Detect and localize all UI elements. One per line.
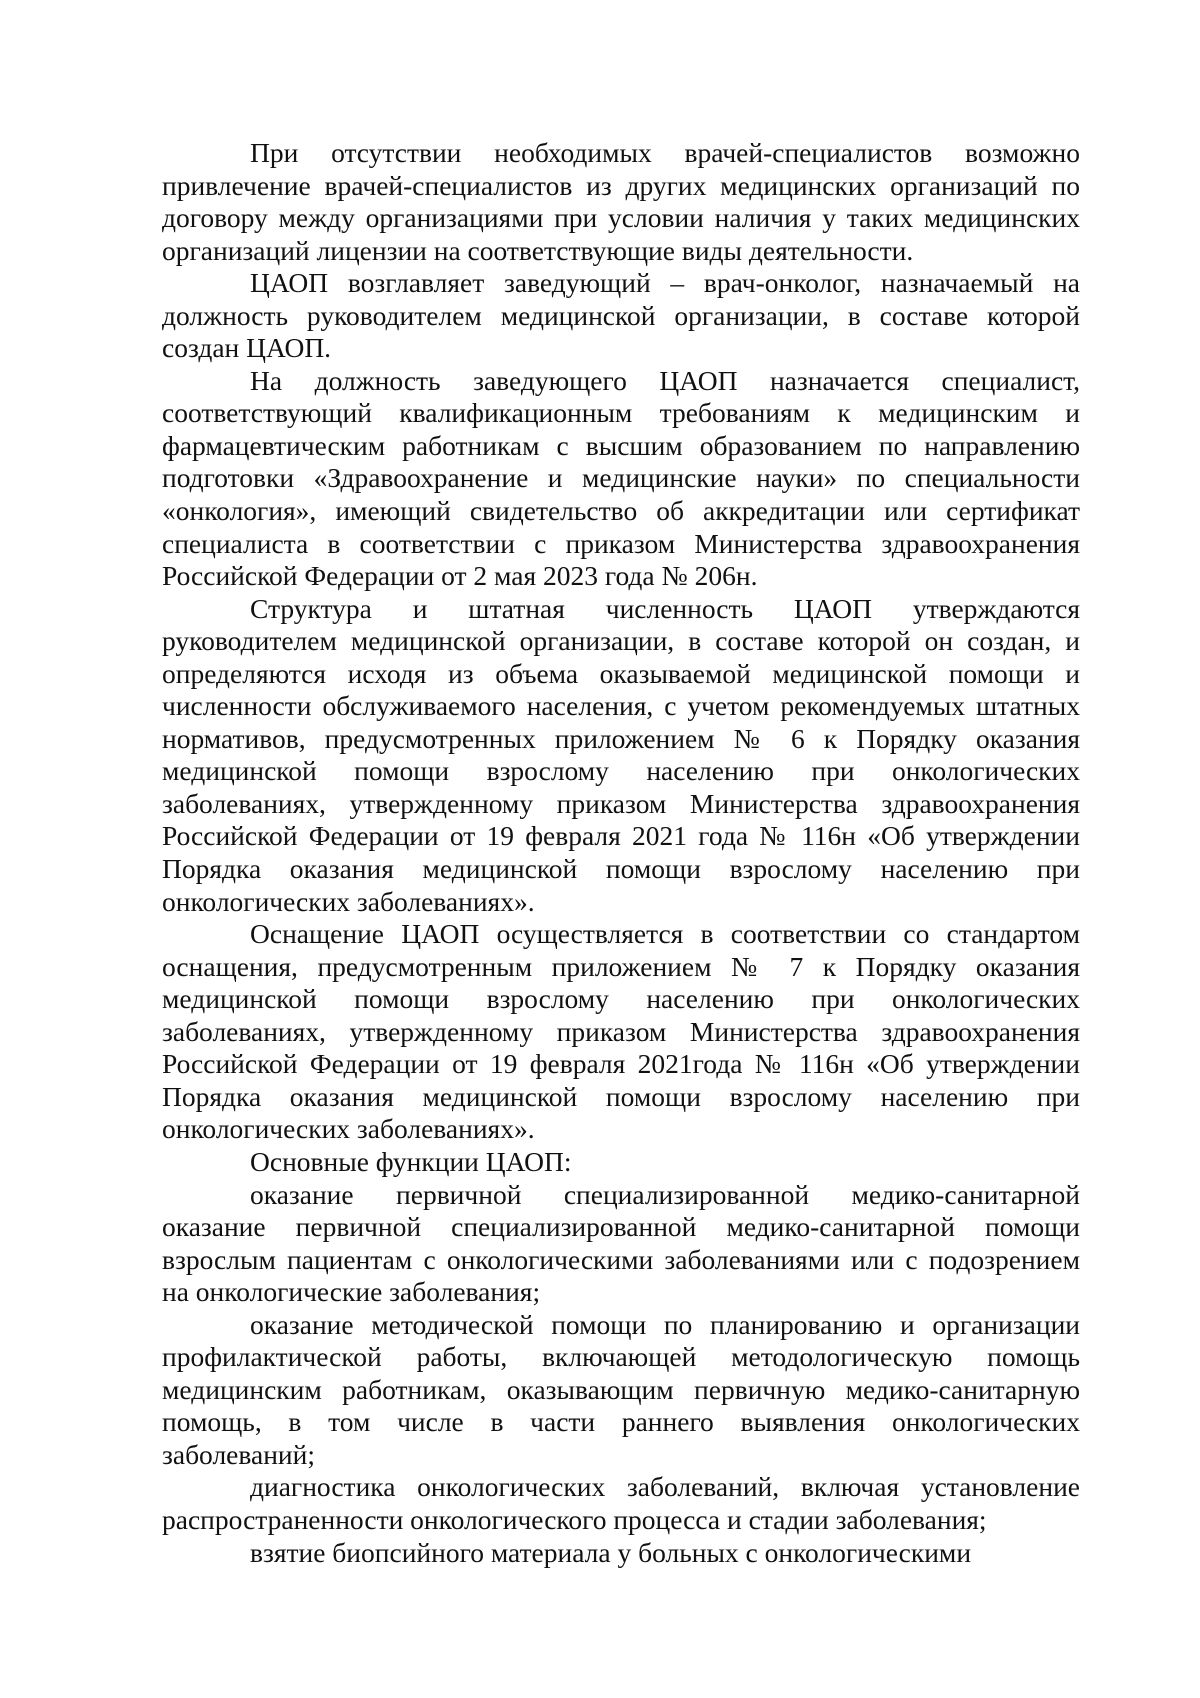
paragraph-specialists: При отсутствии необходимых врачей-специалистов возможно привлечение врачей-специалистов из других медицинских организаций по договору между организациями при условии наличия у таких медицинских организаций лицензии на соответствующие виды деятельности.: [162, 137, 1080, 266]
paragraph-equipment: Оснащение ЦАОП осуществляется в соответствии со стандартом оснащения, предусмотренным приложением № 7 к Порядку оказания медицинской помощи взрослому населению при онкологических заболеваниях, утвержденному приказом Министерства здравоохранения Российской Федерации от 19 февраля 2021года № 116н «Об утверждении Порядка оказания медицинской помощи взрослому населению при онкологических заболеваниях».: [162, 918, 1080, 1145]
function-item: диагностика онкологических заболеваний, включая установление распространенности онкологического процесса и стадии заболевания;: [162, 1471, 1080, 1535]
paragraph-functions-heading: Основные функции ЦАОП:: [250, 1145, 572, 1177]
paragraph-head-qualification: На должность заведующего ЦАОП назначается специалист, соответствующий квалификационным требованиям к медицинским и фармацевтическим работникам с высшим образованием по направлению подготовки «Здравоохранение и медицинские науки» по специальности «онкология», имеющий свидетельство об аккредитации или сертификат специалиста в соответствии с приказом Министерства здравоохранения Российской Федерации от 2 мая 2023 года № 206н.: [162, 364, 1080, 592]
function-item: оказание первичной специализированной медико-санитарной оказание первичной специализированной медико-санитарной помощи взрослым пациентам с онкологическими заболеваниями или с подозрением на онкологические заболевания;: [162, 1178, 1080, 1308]
function-item: оказание методической помощи по планированию и организации профилактической работы, включающей методологическую помощь медицинским работникам, оказывающим первичную медико-санитарную помощь, в том числе в части раннего выявления онкологических заболеваний;: [162, 1308, 1080, 1470]
paragraph-head: ЦАОП возглавляет заведующий – врач-онколог, назначаемый на должность руководителем медицинской организации, в составе которой создан ЦАОП.: [162, 267, 1080, 364]
document-body: [162, 137, 1080, 1569]
paragraph-structure: Структура и штатная численность ЦАОП утверждаются руководителем медицинской организации, в составе которой он создан, и определяются исходя из объема оказываемой медицинской помощи и численности обслуживаемого населения, с учетом рекомендуемых штатных нормативов, предусмотренных приложением № 6 к Порядку оказания медицинской помощи взрослому населению при онкологических заболеваниях, утвержденному приказом Министерства здравоохранения Российской Федерации от 19 февраля 2021 года № 116н «Об утверждении Порядка оказания медицинской помощи взрослому населению при онкологических заболеваниях».: [162, 592, 1080, 917]
function-item: взятие биопсийного материала у больных с онкологическими: [250, 1536, 972, 1568]
